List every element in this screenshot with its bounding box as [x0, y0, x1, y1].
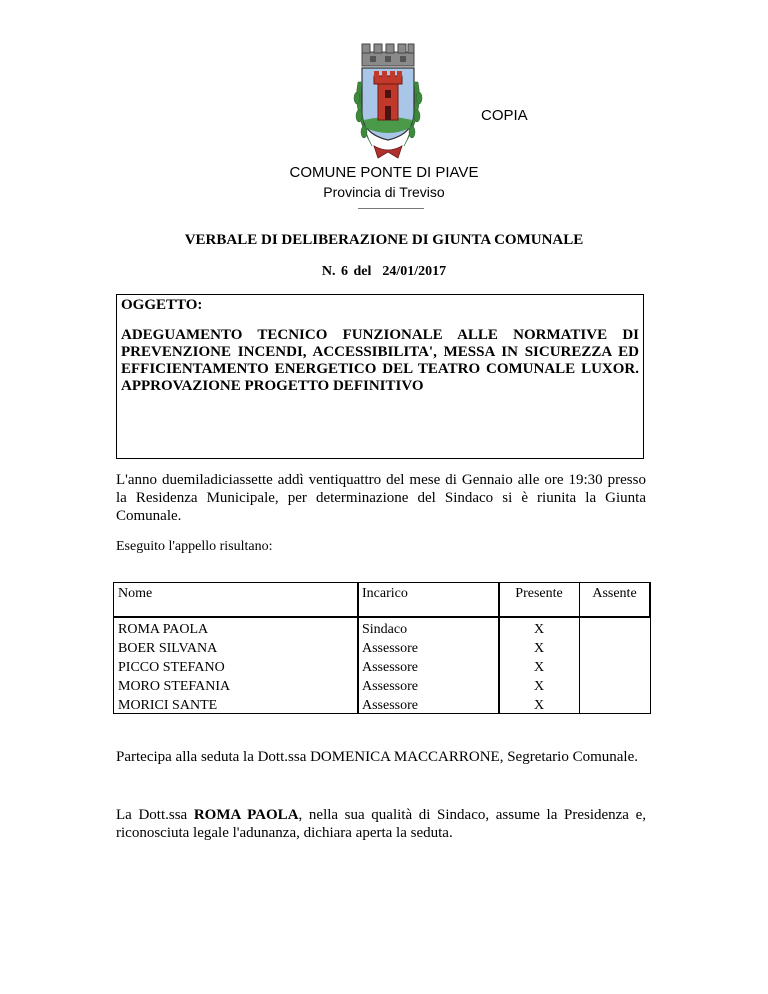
table-row-incarico: Assessore: [362, 679, 418, 694]
column-nome: [113, 618, 359, 714]
presidenza-paragraph: [116, 806, 646, 842]
table-row-incarico: Assessore: [362, 660, 418, 675]
presidenza-name: ROMA PAOLA: [193, 807, 299, 823]
comune-coat-of-arms-emblem: [352, 42, 424, 164]
column-assente: [580, 618, 651, 714]
table-row-presente: X: [533, 641, 545, 656]
table-row-presente: X: [533, 679, 545, 694]
provincia-name: Provincia di Treviso: [323, 184, 445, 200]
table-row-presente: X: [533, 622, 545, 637]
column-presente: [498, 618, 580, 714]
table-row-nome: MORO STEFANIA: [118, 679, 231, 694]
partecipa-paragraph: Partecipa alla seduta la Dott.ssa DOMENICA MACCARRONE, Segretario Comunale.: [116, 749, 638, 765]
table-row-incarico: Sindaco: [362, 622, 408, 637]
header-presente: Presente: [498, 582, 580, 618]
table-row-incarico: Assessore: [362, 698, 418, 713]
header-assente: Assente: [580, 582, 651, 618]
del-label: del: [353, 264, 372, 279]
header-incarico: Incarico: [357, 582, 500, 618]
header-divider: [358, 208, 424, 209]
presidenza-prefix: La Dott.ssa: [116, 807, 188, 823]
document-number-line: [0, 264, 768, 280]
table-row-assente: [580, 696, 650, 715]
comune-name: COMUNE PONTE DI PIAVE: [289, 164, 479, 181]
table-row-nome: ROMA PAOLA: [118, 622, 209, 637]
table-row-assente: [580, 620, 650, 639]
table-row-assente: [580, 658, 650, 677]
oggetto-label: OGGETTO:: [121, 297, 203, 313]
document-date: 24/01/2017: [382, 264, 447, 279]
appello-text: Eseguito l'appello risultano:: [116, 539, 273, 554]
oggetto-text: ADEGUAMENTO TECNICO FUNZIONALE ALLE NORMATIVE DI PREVENZIONE INCENDI, ACCESSIBILITA', MESSA IN SICUREZZA ED EFFICIENTAMENTO ENERGETICO DEL TEATRO COMUNALE LUXOR. APPROVAZIONE PROGETTO DEFINITIVO: [121, 327, 639, 394]
document-number: 6: [340, 264, 348, 279]
tower-icon: [374, 71, 402, 120]
column-incarico: [357, 618, 500, 714]
table-row-nome: MORICI SANTE: [118, 698, 218, 713]
crown-icon: [362, 44, 414, 66]
presidenza-suffix: , nella sua qualità di Sindaco, assume la Presidenza e, riconosciuta legale l'adunanza, dichiara aperta la seduta.: [116, 807, 646, 841]
intro-paragraph: L'anno duemiladiciassette addì ventiquattro del mese di Gennaio alle ore 19:30 presso la Residenza Municipale, per determinazione del Sindaco si è riunita la Giunta Comunale.: [116, 472, 646, 524]
table-row-presente: X: [533, 660, 545, 675]
attendance-table: [113, 582, 651, 714]
copia-label: COPIA: [481, 107, 528, 124]
table-row-assente: [580, 639, 650, 658]
table-row-assente: [580, 677, 650, 696]
number-label: N.: [321, 264, 336, 279]
table-row-nome: BOER SILVANA: [118, 641, 218, 656]
document-title: VERBALE DI DELIBERAZIONE DI GIUNTA COMUNALE: [184, 232, 584, 248]
ribbon-icon: [374, 146, 402, 158]
header-nome: Nome: [113, 582, 359, 618]
table-row-nome: PICCO STEFANO: [118, 660, 225, 675]
oggetto-box: [116, 294, 644, 459]
table-row-presente: X: [533, 698, 545, 713]
table-row-incarico: Assessore: [362, 641, 418, 656]
